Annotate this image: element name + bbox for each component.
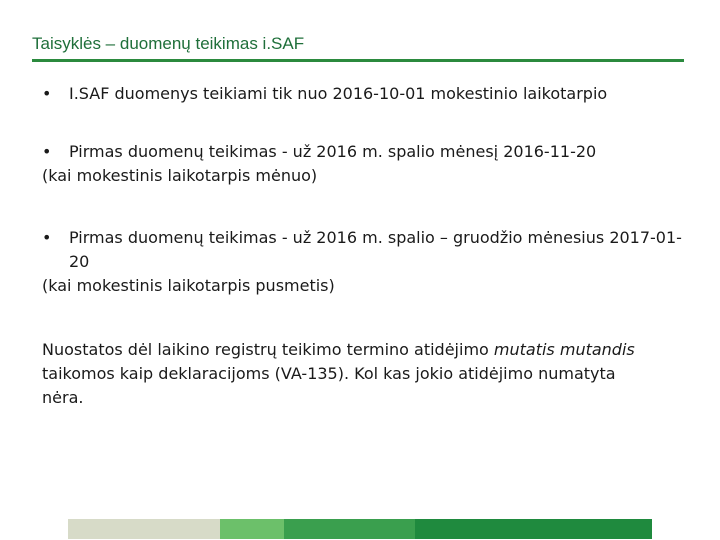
bullet-icon: • (42, 142, 52, 161)
title-underline (32, 59, 684, 62)
bullet-text-1: I.SAF duomenys teikiami tik nuo 2016-10-01 mokestinio laikotarpio (69, 84, 608, 103)
slide-title: Taisyklės – duomenų teikimas i.SAF (32, 34, 305, 53)
footer-bar-segment-2 (220, 519, 284, 539)
bullet-note-3: (kai mokestinis laikotarpis pusmetis) (42, 276, 335, 295)
paragraph-text-end: taikomos kaip deklaracijoms (VA-135). Kol kas jokio atidėjimo numatyta nėra. (42, 364, 616, 407)
bullet-icon: • (42, 84, 52, 103)
bullet-icon: • (42, 228, 52, 247)
bullet-text-3: Pirmas duomenų teikimas - už 2016 m. spalio – gruodžio mėnesius 2017-01-20 (69, 228, 682, 271)
paragraph-text-start: Nuostatos dėl laikino registrų teikimo termino atidėjimo (42, 340, 494, 359)
bullet-item-2 (42, 140, 596, 188)
bullet-text-2: Pirmas duomenų teikimas - už 2016 m. spalio mėnesį 2016-11-20 (69, 142, 597, 161)
footer-bar-segment-4 (415, 519, 652, 539)
bullet-note-2: (kai mokestinis laikotarpis mėnuo) (42, 166, 318, 185)
bullet-item-3 (42, 226, 682, 298)
paragraph-text-italic: mutatis mutandis (493, 340, 635, 359)
footer-bar-segment-3 (284, 519, 415, 539)
bullet-item-1 (42, 82, 607, 106)
note-paragraph (42, 338, 642, 410)
footer-bar-segment-1 (68, 519, 220, 539)
